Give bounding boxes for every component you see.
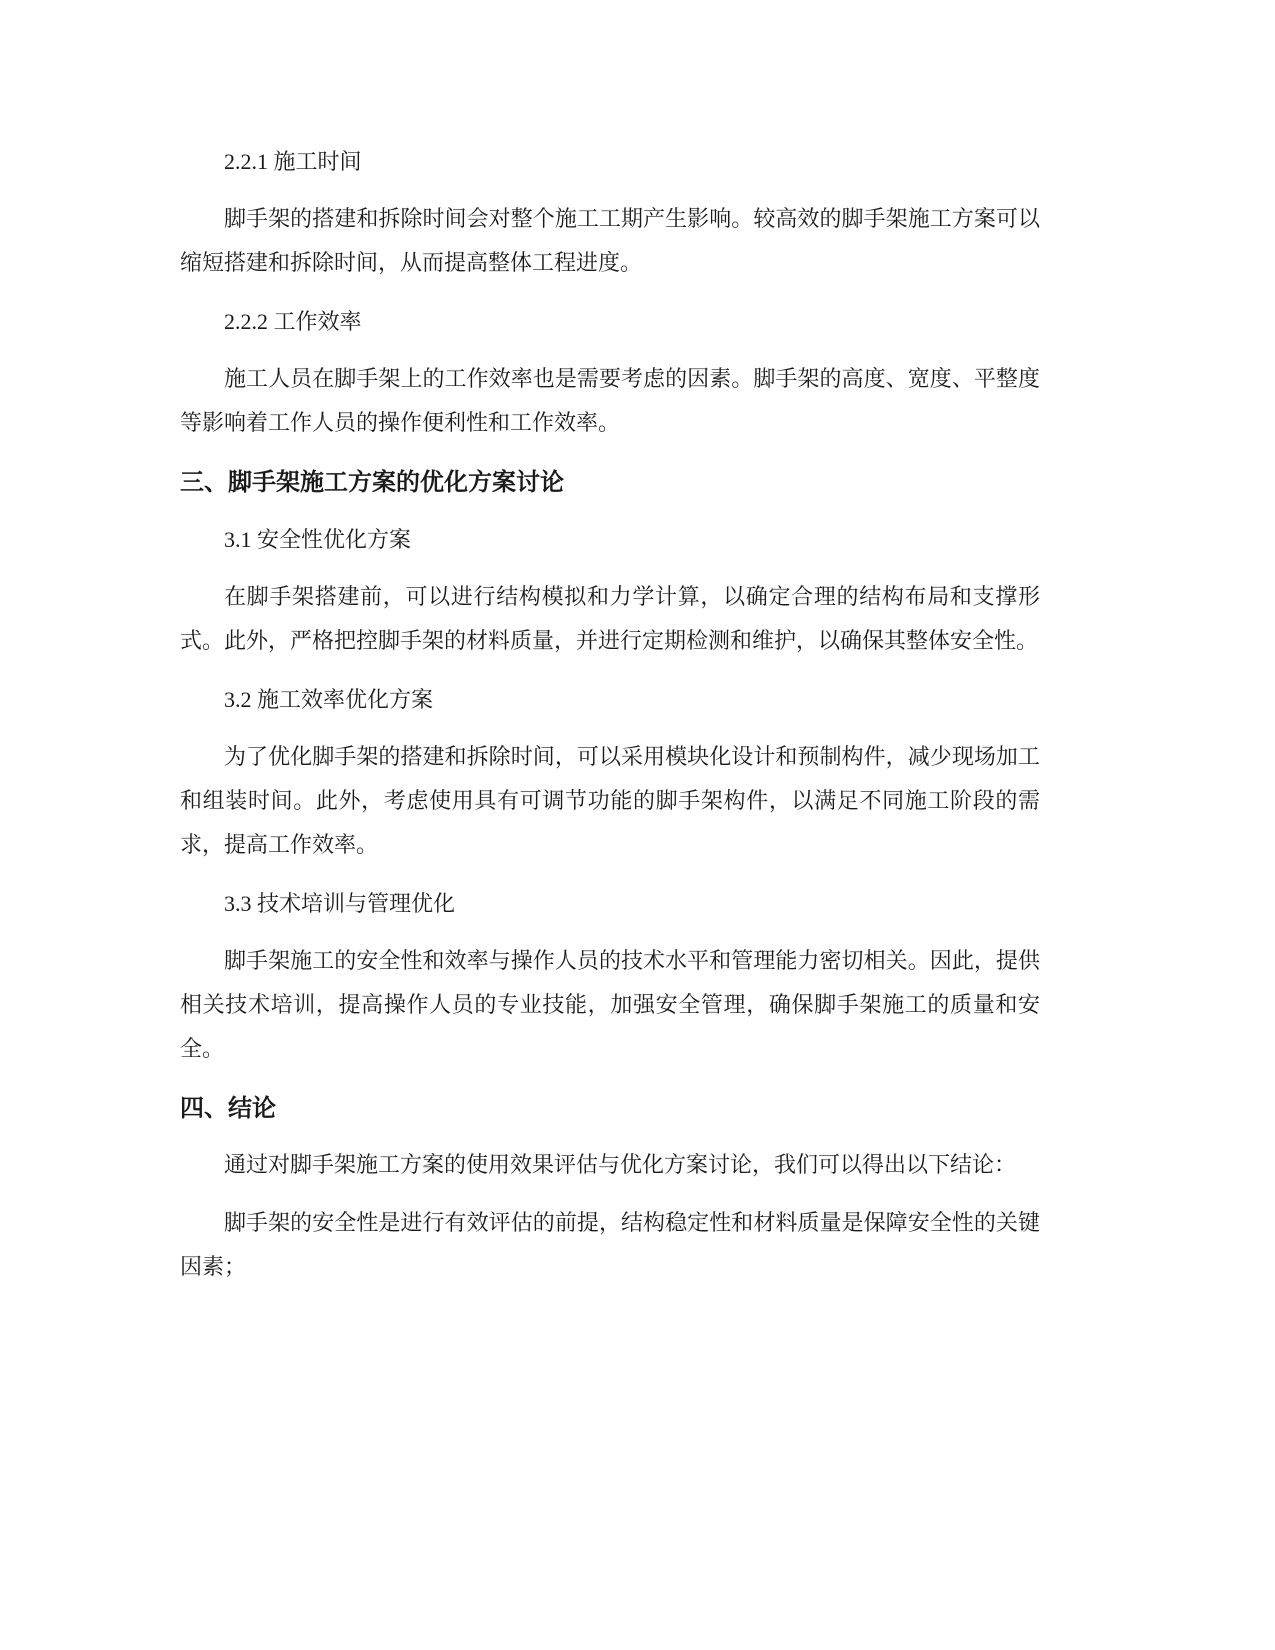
subsection-title-2-2-1: 2.2.1 施工时间 xyxy=(224,149,362,174)
subsection-title-2-2-2: 2.2.2 工作效率 xyxy=(224,309,362,334)
paragraph: 施工人员在脚手架上的工作效率也是需要考虑的因素。脚手架的高度、宽度、平整度等影响着工作人员的操作便利性和工作效率。 xyxy=(180,367,1040,436)
paragraph: 脚手架的搭建和拆除时间会对整个施工工期产生影响。较高效的脚手架施工方案可以缩短搭建和拆除时间，从而提高整体工程进度。 xyxy=(180,207,1040,276)
section-heading-4: 四、结论 xyxy=(180,1094,276,1122)
paragraph: 为了优化脚手架的搭建和拆除时间，可以采用模块化设计和预制构件，减少现场加工和组装时间。此外，考虑使用具有可调节功能的脚手架构件，以满足不同施工阶段的需求，提高工作效率。 xyxy=(180,745,1040,858)
document-page xyxy=(180,140,1040,1304)
subsection-title-3-3: 3.3 技术培训与管理优化 xyxy=(224,891,456,916)
subsection-title-3-2: 3.2 施工效率优化方案 xyxy=(224,687,434,712)
paragraph: 脚手架施工的安全性和效率与操作人员的技术水平和管理能力密切相关。因此，提供相关技术培训，提高操作人员的专业技能，加强安全管理，确保脚手架施工的质量和安全。 xyxy=(180,949,1040,1062)
paragraph: 脚手架的安全性是进行有效评估的前提，结构稳定性和材料质量是保障安全性的关键因素； xyxy=(180,1211,1040,1280)
paragraph: 在脚手架搭建前，可以进行结构模拟和力学计算，以确定合理的结构布局和支撑形式。此外，严格把控脚手架的材料质量，并进行定期检测和维护，以确保其整体安全性。 xyxy=(180,585,1040,654)
subsection-title-3-1: 3.1 安全性优化方案 xyxy=(224,527,412,552)
paragraph: 通过对脚手架施工方案的使用效果评估与优化方案讨论，我们可以得出以下结论： xyxy=(224,1153,1017,1178)
section-heading-3: 三、脚手架施工方案的优化方案讨论 xyxy=(180,468,564,496)
